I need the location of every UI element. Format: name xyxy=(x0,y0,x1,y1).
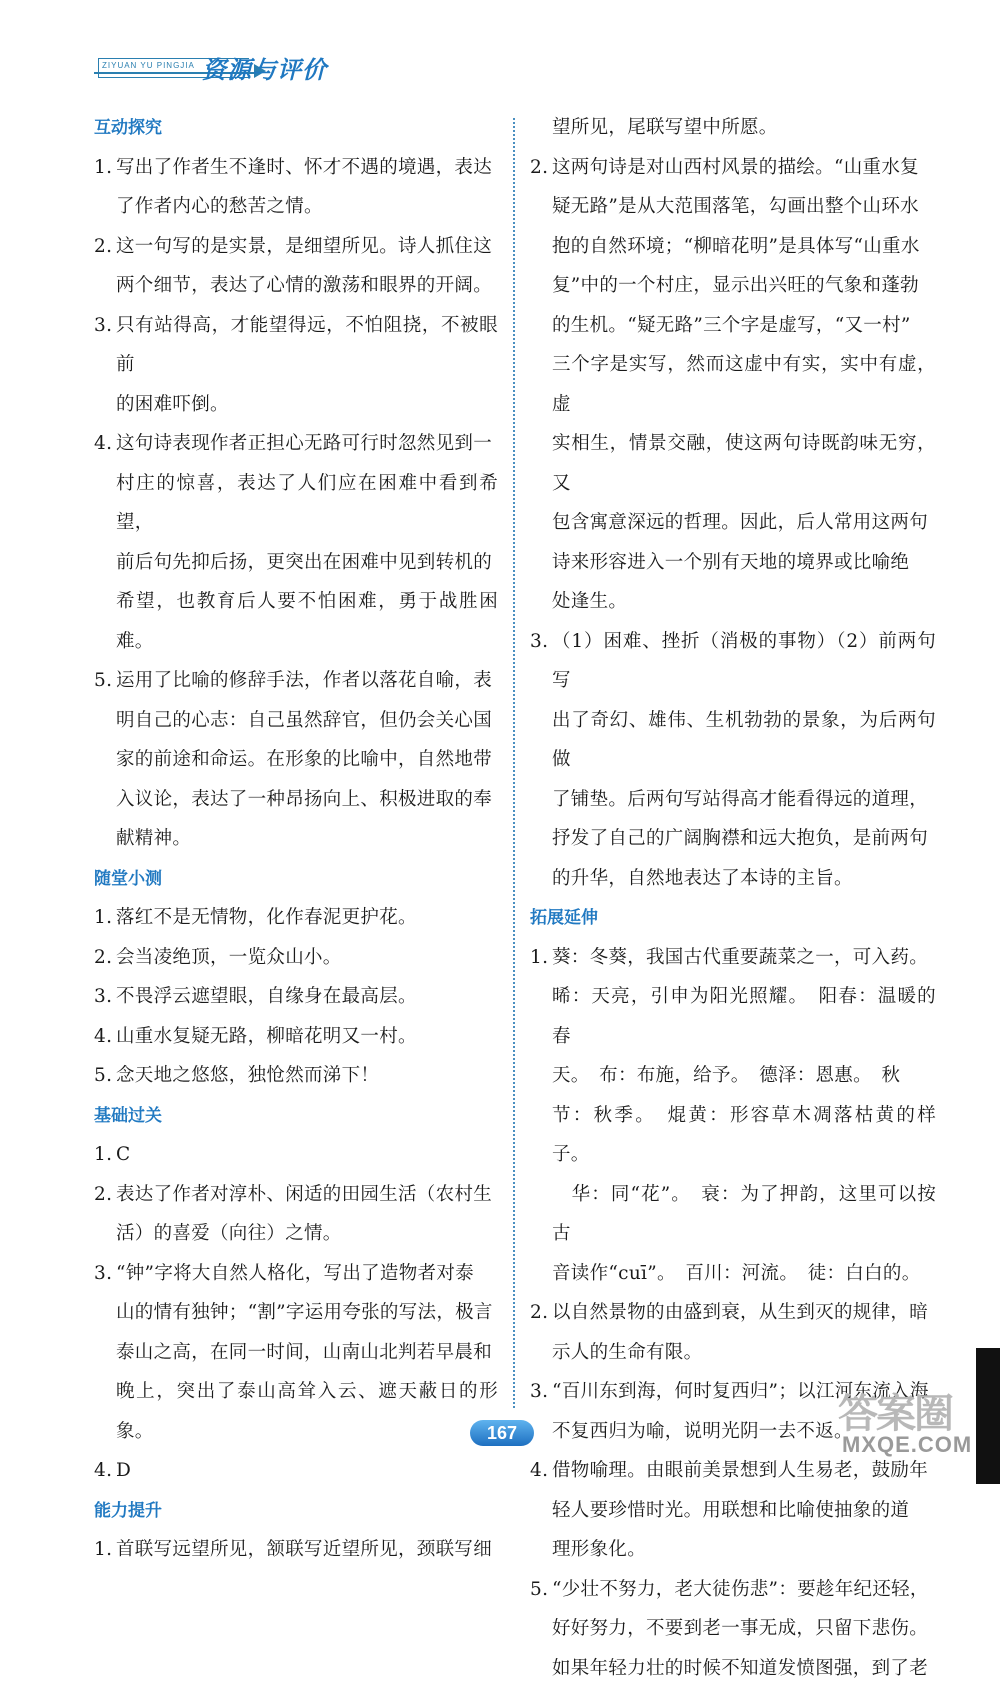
item-number: 1. xyxy=(94,1530,116,1570)
item-number: 1. xyxy=(530,938,552,1294)
item-line: 的升华，自然地表达了本诗的主旨。 xyxy=(552,859,936,899)
item-number: 1. xyxy=(94,1135,116,1175)
answer-item xyxy=(94,424,498,661)
item-line: 望所见，尾联写望中所愿。 xyxy=(552,108,936,148)
item-line: 落红不是无情物，化作春泥更护花。 xyxy=(116,898,498,938)
left-column xyxy=(94,108,498,1570)
page-number: 167 xyxy=(470,1420,534,1446)
continued-text xyxy=(530,108,936,148)
item-line: 三个字是实写，然而这虚中有实，实中有虚，虚 xyxy=(552,345,936,424)
item-line: 首联写远望所见，颔联写近望所见，颈联写细 xyxy=(116,1530,498,1570)
item-line: 疑无路”是从大范围落笔，勾画出整个山环水 xyxy=(552,187,936,227)
watermark-url: MXQE.COM xyxy=(842,1432,972,1458)
item-text xyxy=(116,1056,498,1096)
item-line: 处逢生。 xyxy=(552,582,936,622)
item-line: 献精神。 xyxy=(116,819,498,859)
answer-item xyxy=(94,1451,498,1491)
item-text xyxy=(552,1451,936,1570)
item-text xyxy=(116,898,498,938)
item-number: 3. xyxy=(94,306,116,425)
item-number: 2. xyxy=(530,148,552,622)
item-number: 5. xyxy=(530,1570,552,1688)
item-line: 抒发了自己的广阔胸襟和远大抱负，是前两句 xyxy=(552,819,936,859)
item-text xyxy=(552,622,936,899)
answer-item xyxy=(530,1570,936,1688)
item-line: 入议论，表达了一种昂扬向上、积极进取的奉 xyxy=(116,780,498,820)
section-title: 基础过关 xyxy=(94,1096,498,1136)
item-line: 村庄的惊喜，表达了人们应在困难中看到希望， xyxy=(116,464,498,543)
answer-item xyxy=(94,661,498,859)
section-title: 互动探究 xyxy=(94,108,498,148)
item-line: 节：秋季。 焜黄：形容草木凋落枯黄的样子。 xyxy=(552,1096,936,1175)
answer-item xyxy=(94,1254,498,1452)
item-line: 复”中的一个村庄，显示出兴旺的气象和蓬勃 xyxy=(552,266,936,306)
item-line: 理形象化。 xyxy=(552,1530,936,1570)
answer-item xyxy=(94,1135,498,1175)
item-line: 山的情有独钟；“割”字运用夸张的写法，极言 xyxy=(116,1293,498,1333)
item-line: 两个细节，表达了心情的激荡和眼界的开阔。 xyxy=(116,266,498,306)
item-line: 不畏浮云遮望眼，自缘身在最高层。 xyxy=(116,977,498,1017)
item-number: 5. xyxy=(94,1056,116,1096)
item-text xyxy=(116,1451,498,1491)
item-line: “少壮不努力，老大徒伤悲”：要趁年纪还轻， xyxy=(552,1570,936,1610)
watermark-logo: 答案圈 xyxy=(838,1382,952,1439)
item-line: D xyxy=(116,1451,498,1491)
item-number: 2. xyxy=(94,938,116,978)
item-line: “钟”字将大自然人格化，写出了造物者对泰 xyxy=(116,1254,498,1294)
item-line: 音读作“cuī”。 百川：河流。 徒：白白的。 xyxy=(552,1254,936,1294)
answer-item xyxy=(94,898,498,938)
item-line: 泰山之高，在同一时间，山南山北判若早晨和 xyxy=(116,1333,498,1373)
item-line: 山重水复疑无路，柳暗花明又一村。 xyxy=(116,1017,498,1057)
item-line: 运用了比喻的修辞手法，作者以落花自喻，表 xyxy=(116,661,498,701)
item-line: 借物喻理。由眼前美景想到人生易老，鼓励年 xyxy=(552,1451,936,1491)
column-divider xyxy=(513,118,515,1408)
item-number: 5. xyxy=(94,661,116,859)
header-title: 资源与评价 xyxy=(202,50,327,85)
answer-item xyxy=(94,306,498,425)
item-line: 活）的喜爱（向往）之情。 xyxy=(116,1214,498,1254)
header-small-text: ZIYUAN YU PINGJIA xyxy=(102,61,195,70)
watermark xyxy=(838,1382,976,1462)
answer-item xyxy=(94,1530,498,1570)
answer-item xyxy=(530,1293,936,1372)
item-line: 晚上，突出了泰山高耸入云、遮天蔽日的形象。 xyxy=(116,1372,498,1451)
answer-item xyxy=(530,938,936,1294)
item-line: 抱的自然环境；“柳暗花明”是具体写“山重水 xyxy=(552,227,936,267)
item-line: “百川东到海，何时复西归”；以江河东流入海 xyxy=(552,1372,936,1412)
item-number: 3. xyxy=(94,1254,116,1452)
edge-tab xyxy=(976,1348,1000,1484)
item-line: 天。 布：布施，给予。 德泽：恩惠。 秋 xyxy=(552,1056,936,1096)
item-line: 晞：天亮，引申为阳光照耀。 阳春：温暖的春 xyxy=(552,977,936,1056)
item-line: 只有站得高，才能望得远，不怕阻挠，不被眼前 xyxy=(116,306,498,385)
item-line: 如果年轻力壮的时候不知道发愤图强，到了老 xyxy=(552,1649,936,1688)
item-number: 2. xyxy=(94,1175,116,1254)
answer-item xyxy=(94,148,498,227)
item-number: 4. xyxy=(94,1017,116,1057)
item-line: 希望，也教育后人要不怕困难，勇于战胜困难。 xyxy=(116,582,498,661)
item-number: 2. xyxy=(94,227,116,306)
item-text xyxy=(116,148,498,227)
item-line: 好好努力，不要到老一事无成，只留下悲伤。 xyxy=(552,1609,936,1649)
answer-item xyxy=(94,1175,498,1254)
item-number: 1. xyxy=(94,148,116,227)
item-line: 轻人要珍惜时光。用联想和比喻使抽象的道 xyxy=(552,1491,936,1531)
item-text xyxy=(116,306,498,425)
item-text xyxy=(552,1570,936,1688)
section-title: 能力提升 xyxy=(94,1491,498,1531)
item-text xyxy=(116,1175,498,1254)
item-line: 家的前途和命运。在形象的比喻中，自然地带 xyxy=(116,740,498,780)
item-line: 实相生，情景交融，使这两句诗既韵味无穷，又 xyxy=(552,424,936,503)
item-number: 4. xyxy=(94,424,116,661)
item-text xyxy=(116,661,498,859)
item-line: （1）困难、挫折（消极的事物）（2）前两句写 xyxy=(552,622,936,701)
item-line: 葵：冬葵，我国古代重要蔬菜之一，可入药。 xyxy=(552,938,936,978)
item-number: 3. xyxy=(530,1372,552,1451)
item-line: 表达了作者对淳朴、闲适的田园生活（农村生 xyxy=(116,1175,498,1215)
item-line: 诗来形容进入一个别有天地的境界或比喻绝 xyxy=(552,543,936,583)
item-line: 念天地之悠悠，独怆然而涕下！ xyxy=(116,1056,498,1096)
answer-item xyxy=(94,938,498,978)
item-line: 这一句写的是实景，是细望所见。诗人抓住这 xyxy=(116,227,498,267)
item-text xyxy=(116,977,498,1017)
item-line: 写出了作者生不逢时、怀才不遇的境遇，表达 xyxy=(116,148,498,188)
item-line: 的困难吓倒。 xyxy=(116,385,498,425)
item-text xyxy=(116,1135,498,1175)
item-text xyxy=(116,1530,498,1570)
item-line: 会当凌绝顶，一览众山小。 xyxy=(116,938,498,978)
section-title: 拓展延伸 xyxy=(530,898,936,938)
item-number: 4. xyxy=(94,1451,116,1491)
item-text xyxy=(116,938,498,978)
item-number: 4. xyxy=(530,1451,552,1570)
answer-item xyxy=(530,622,936,899)
item-line: C xyxy=(116,1135,498,1175)
answer-item xyxy=(94,977,498,1017)
item-line: 不复西归为喻，说明光阴一去不返。 xyxy=(552,1412,936,1452)
item-text xyxy=(116,1017,498,1057)
item-number: 1. xyxy=(94,898,116,938)
item-line: 华：同“花”。 衰：为了押韵，这里可以按古 xyxy=(552,1175,936,1254)
item-line: 出了奇幻、雄伟、生机勃勃的景象，为后两句做 xyxy=(552,701,936,780)
page-header xyxy=(94,50,344,84)
item-text xyxy=(116,1254,498,1452)
item-line: 前后句先抑后扬，更突出在困难中见到转机的 xyxy=(116,543,498,583)
answer-item xyxy=(94,1017,498,1057)
item-line: 以自然景物的由盛到衰，从生到灭的规律，暗 xyxy=(552,1293,936,1333)
item-line: 了铺垫。后两句写站得高才能看得远的道理， xyxy=(552,780,936,820)
answer-item xyxy=(530,148,936,622)
item-text xyxy=(552,938,936,1294)
item-line: 示人的生命有限。 xyxy=(552,1333,936,1373)
item-text xyxy=(552,148,936,622)
answer-item xyxy=(94,227,498,306)
item-line: 的生机。“疑无路”三个字是虚写，“又一村” xyxy=(552,306,936,346)
item-line: 明自己的心志：自己虽然辞官，但仍会关心国 xyxy=(116,701,498,741)
item-line: 这句诗表现作者正担心无路可行时忽然见到一 xyxy=(116,424,498,464)
item-text xyxy=(116,227,498,306)
answer-item xyxy=(94,1056,498,1096)
answer-item xyxy=(530,1451,936,1570)
item-text xyxy=(116,424,498,661)
item-line: 这两句诗是对山西村风景的描绘。“山重水复 xyxy=(552,148,936,188)
item-text xyxy=(552,1293,936,1372)
item-number: 3. xyxy=(94,977,116,1017)
item-line: 了作者内心的愁苦之情。 xyxy=(116,187,498,227)
item-line: 包含寓意深远的哲理。因此，后人常用这两句 xyxy=(552,503,936,543)
item-number: 2. xyxy=(530,1293,552,1372)
item-number: 3. xyxy=(530,622,552,899)
section-title: 随堂小测 xyxy=(94,859,498,899)
